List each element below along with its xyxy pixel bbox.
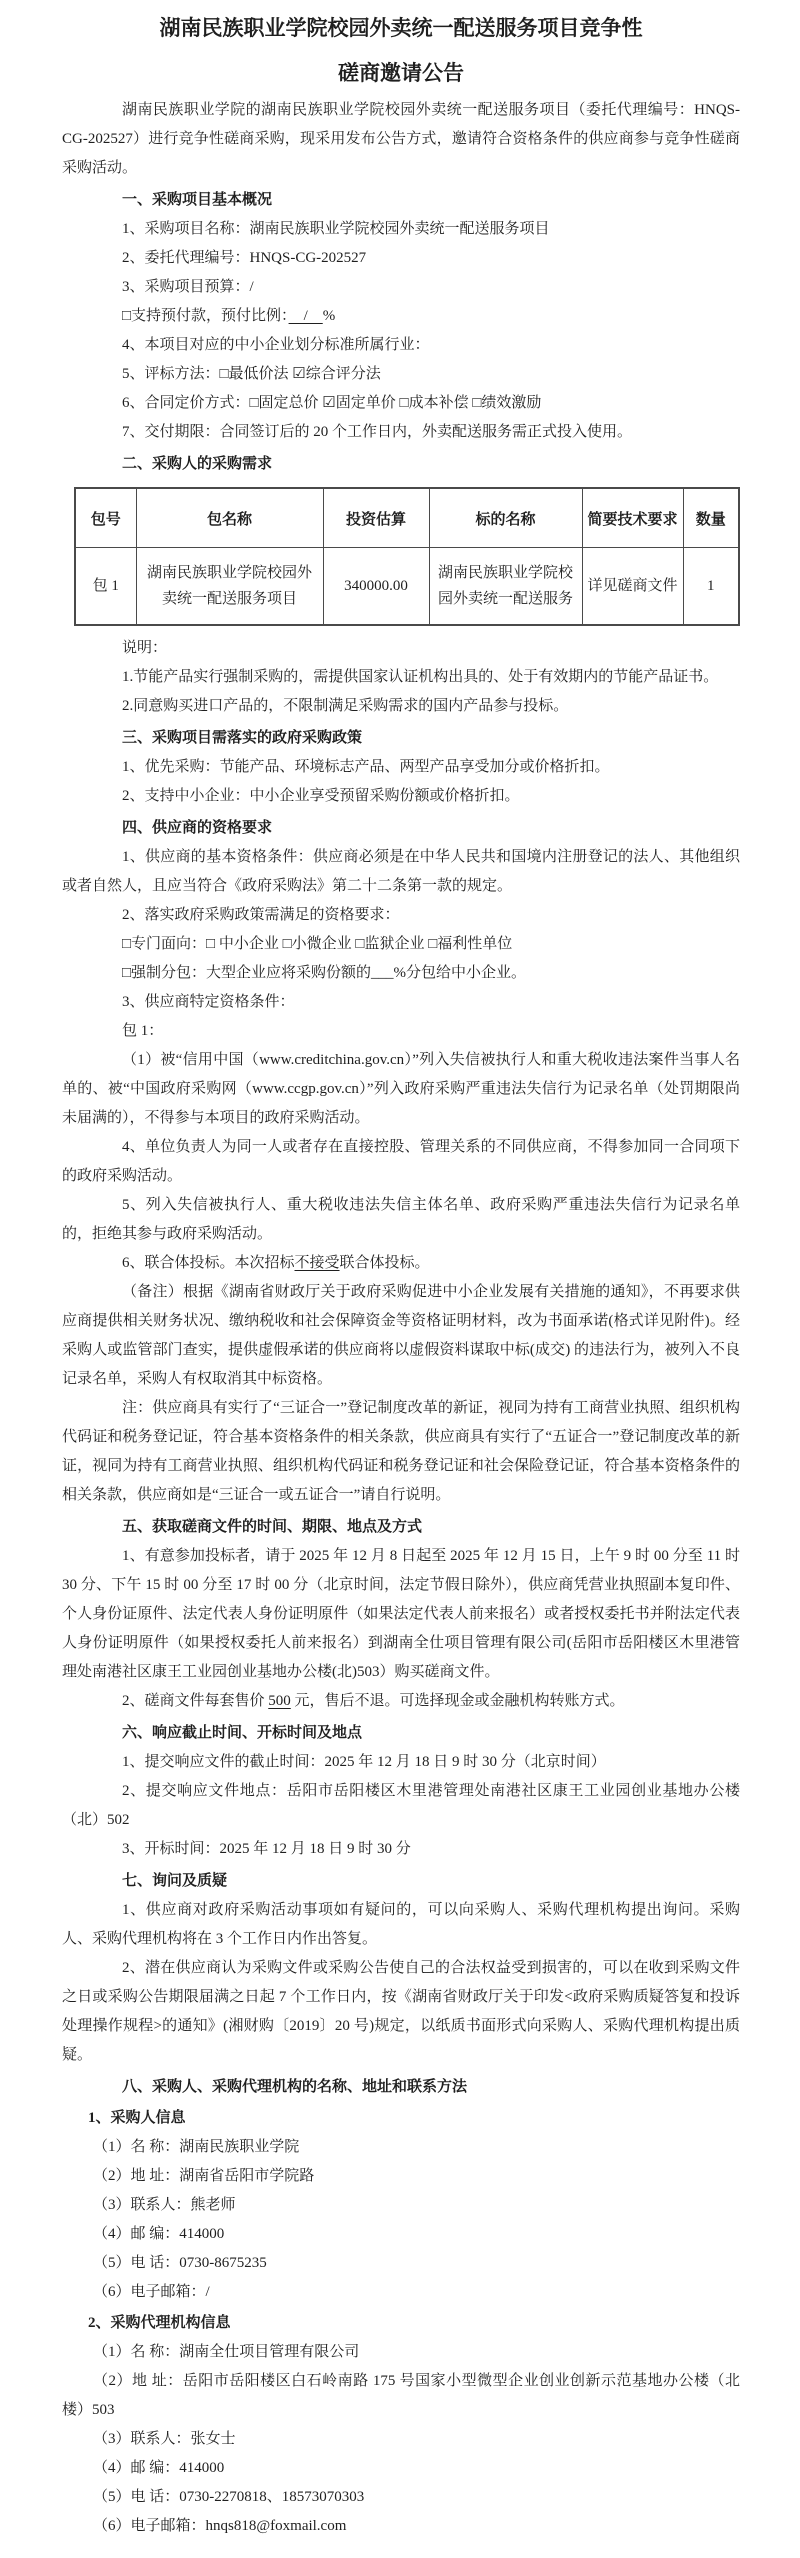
header-package-no: 包号	[75, 488, 136, 548]
s4-basic-qualification: 1、供应商的基本资格条件：供应商必须是在中华人民共和国境内注册登记的法人、其他组织或者自然人，且应当符合《政府采购法》第二十二条第一款的规定。	[62, 849, 740, 894]
s4-forced-subcontract: □强制分包：大型企业应将采购份额的___%分包给中小企业。	[122, 965, 527, 981]
s4-specific-qualification: 3、供应商特定资格条件：	[122, 994, 295, 1010]
prepay-pre: □支持预付款，预付比例：	[122, 308, 289, 324]
price-value: 500	[268, 1693, 291, 1709]
s3-sme-support: 2、支持中小企业：中小企业享受预留采购份额或价格折扣。	[122, 788, 520, 804]
s5-registration-info: 1、有意参加投标者，请于 2025 年 12 月 8 日起至 2025 年 12 月 15 日，上午 9 时 00 分至 11 时 30 分、下午 15 时 00 分至 17 时 00 分（北京时间，法定节假日除外），供应商凭营业执照副本复印件、个人身份证原件、法定代表人身份证明原件（如果法定代表人前来报名）或者授权委托书并附法定代表人身份证明原件（如果授权委托人前来报名）到湖南全仕项目管理有限公司(岳阳市岳阳楼区木里港管理处南港社区康王工业园创业基地办公楼(北)503）购买磋商文件。	[62, 1548, 740, 1680]
agent-address: （2）地 址：岳阳市岳阳楼区白石岭南路 175 号国家小型微型企业创业创新示范基地办公楼（北楼）503	[62, 2373, 740, 2418]
s4-package1-detail: （1）被“信用中国（www.creditchina.gov.cn）”列入失信被执行人和重大税收违法案件当事人名单的、被“中国政府采购网（www.ccgp.gov.cn）”列入政府采购严重违法失信行为记录名单（处罚期限尚未届满的），不得参与本项目的政府采购活动。	[62, 1052, 740, 1126]
section-1-heading: 一、采购项目基本概况	[122, 192, 273, 208]
section-7-heading: 七、询问及质疑	[122, 1873, 228, 1889]
cell-quantity: 1	[683, 548, 739, 626]
s4-license-note: 注：供应商具有实行了“三证合一”登记制度改革的新证，视同为持有工商营业执照、组织机构代码证和税务登记证，符合基本资格条件的相关条款，供应商具有实行了“五证合一”登记制度改革的新证，视同为持有工商营业执照、组织机构代码证和税务登记证和社会保险登记证，符合基本资格条件的相关条款，供应商如是“三证合一或五证合一”请自行说明。	[62, 1400, 740, 1503]
consortium-pre: 6、联合体投标。本次招标	[122, 1255, 295, 1271]
purchaser-info-heading: 1、采购人信息	[88, 2110, 186, 2126]
s6-deadline: 1、提交响应文件的截止时间：2025 年 12 月 18 日 9 时 30 分（北京时间）	[122, 1754, 606, 1770]
cell-package-no: 包 1	[75, 548, 136, 626]
section-4-heading: 四、供应商的资格要求	[122, 820, 273, 836]
purchaser-phone: （5）电 话：0730-8675235	[93, 2255, 267, 2271]
s6-submission-place: 2、提交响应文件地点：岳阳市岳阳楼区木里港管理处南港社区康王工业园创业基地办公楼（北）502	[62, 1783, 740, 1828]
intro-paragraph: 湖南民族职业学院的湖南民族职业学院校园外卖统一配送服务项目（委托代理编号：HNQS-CG-202527）进行竞争性磋商采购，现采用发布公告方式，邀请符合资格条件的供应商参与竞争性磋商采购活动。	[62, 102, 740, 176]
consortium-not-accepted: 不接受	[294, 1255, 340, 1271]
s7-inquiry: 1、供应商对政府采购活动事项如有疑问的，可以向采购人、采购代理机构提出询问。采购人、采购代理机构将在 3 个工作日内作出答复。	[62, 1902, 740, 1947]
section-6-heading: 六、响应截止时间、开标时间及地点	[122, 1725, 363, 1741]
agent-contact: （3）联系人：张女士	[93, 2431, 236, 2447]
agent-info-heading: 2、采购代理机构信息	[88, 2315, 231, 2331]
page-title	[62, 4, 740, 96]
s4-policy-qualification: 2、落实政府采购政策需满足的资格要求：	[122, 907, 400, 923]
s1-prepayment-line	[62, 302, 740, 331]
s1-eval-method: 5、评标方法：□最低价法 ☑综合评分法	[122, 366, 381, 382]
cell-tech-requirements: 详见磋商文件	[582, 548, 683, 626]
price-pre: 2、磋商文件每套售价	[122, 1693, 269, 1709]
s1-project-name: 1、采购项目名称：湖南民族职业学院校园外卖统一配送服务项目	[122, 221, 550, 237]
table-note-2: 2.同意购买进口产品的，不限制满足采购需求的国内产品参与投标。	[122, 698, 569, 714]
price-post: 元，售后不退。可选择现金或金融机构转账方式。	[290, 1693, 625, 1709]
cell-subject-name: 湖南民族职业学院校园外卖统一配送服务	[429, 548, 582, 626]
header-tech-requirements: 简要技术要求	[582, 488, 683, 548]
purchaser-address: （2）地 址：湖南省岳阳市学院路	[93, 2168, 315, 2184]
cell-package-name: 湖南民族职业学院校园外卖统一配送服务项目	[136, 548, 323, 626]
table-note-1: 1.节能产品实行强制采购的，需提供国家认证机构出具的、处于有效期内的节能产品证书。	[122, 669, 719, 685]
agent-name: （1）名 称：湖南全仕项目管理有限公司	[93, 2344, 360, 2360]
s1-pricing-method: 6、合同定价方式：□固定总价 ☑固定单价 □成本补偿 □绩效激励	[122, 395, 542, 411]
s1-industry: 4、本项目对应的中小企业划分标准所属行业：	[122, 337, 430, 353]
header-subject-name: 标的名称	[429, 488, 582, 548]
agent-email: （6）电子邮箱：hnqs818@foxmail.com	[93, 2518, 347, 2534]
page-title-line2: 磋商邀请公告	[338, 61, 464, 85]
agent-zip: （4）邮 编：414000	[93, 2460, 225, 2476]
table-header-row	[75, 488, 739, 548]
section-8-heading: 八、采购人、采购代理机构的名称、地址和联系方法	[122, 2079, 468, 2095]
s1-budget: 3、采购项目预算：/	[122, 279, 254, 295]
table-row	[75, 548, 739, 626]
section-3-heading: 三、采购项目需落实的政府采购政策	[122, 730, 363, 746]
purchaser-email: （6）电子邮箱：/	[93, 2284, 210, 2300]
header-package-name: 包名称	[136, 488, 323, 548]
table-note-label: 说明：	[122, 640, 168, 656]
prepay-post: %	[322, 308, 336, 324]
s4-dishonesty-rule: 5、列入失信被执行人、重大税收违法失信主体名单、政府采购严重违法失信行为记录名单的，拒绝其参与政府采购活动。	[62, 1197, 740, 1242]
prepay-blank: /	[288, 308, 323, 324]
s1-agency-number: 2、委托代理编号：HNQS-CG-202527	[122, 250, 367, 266]
purchaser-contact: （3）联系人：熊老师	[93, 2197, 236, 2213]
page-title-line1: 湖南民族职业学院校园外卖统一配送服务项目竞争性	[159, 16, 643, 40]
s6-opening-time: 3、开标时间：2025 年 12 月 18 日 9 时 30 分	[122, 1841, 411, 1857]
s5-document-price	[62, 1687, 740, 1716]
s4-same-person-rule: 4、单位负责人为同一人或者存在直接控股、管理关系的不同供应商，不得参加同一合同项下的政府采购活动。	[62, 1139, 740, 1184]
section-2-heading: 二、采购人的采购需求	[122, 456, 273, 472]
s4-remark: （备注）根据《湖南省财政厅关于政府采购促进中小企业发展有关措施的通知》，不再要求供应商提供相关财务状况、缴纳税收和社会保障资金等资格证明材料，改为书面承诺(格式详见附件)。经采购人或监管部门查实，提供虚假承诺的供应商将以虚假资料谋取中标(成交) 的违法行为，被列入不良记录名单，采购人有权取消其中标资格。	[62, 1284, 740, 1387]
agent-phone: （5）电 话：0730-2270818、18573070303	[93, 2489, 365, 2505]
s7-challenge: 2、潜在供应商认为采购文件或采购公告使自己的合法权益受到损害的，可以在收到采购文件之日或采购公告期限届满之日起 7 个工作日内，按《湖南省财政厅关于印发<政府采购质疑答复和投诉处理操作规程>的通知》(湘财购〔2019〕20 号)规定，以纸质书面形式向采购人、采购代理机构提出质疑。	[62, 1960, 740, 2063]
s1-delivery-term: 7、交付期限：合同签订后的 20 个工作日内，外卖配送服务需正式投入使用。	[122, 424, 633, 440]
header-investment-estimate: 投资估算	[323, 488, 429, 548]
s3-priority-purchase: 1、优先采购：节能产品、环境标志产品、两型产品享受加分或价格折扣。	[122, 759, 610, 775]
consortium-post: 联合体投标。	[339, 1255, 430, 1271]
s4-dedicated-to: □专门面向：□ 中小企业 □小微企业 □监狱企业 □福利性单位	[122, 936, 513, 952]
s4-package1-label: 包 1：	[122, 1023, 164, 1039]
procurement-requirements-table	[74, 487, 740, 626]
s4-consortium-rule	[62, 1249, 740, 1278]
purchaser-zip: （4）邮 编：414000	[93, 2226, 225, 2242]
section-5-heading: 五、获取磋商文件的时间、期限、地点及方式	[122, 1519, 423, 1535]
header-quantity: 数量	[683, 488, 739, 548]
purchaser-name: （1）名 称：湖南民族职业学院	[93, 2139, 300, 2155]
cell-investment-estimate: 340000.00	[323, 548, 429, 626]
